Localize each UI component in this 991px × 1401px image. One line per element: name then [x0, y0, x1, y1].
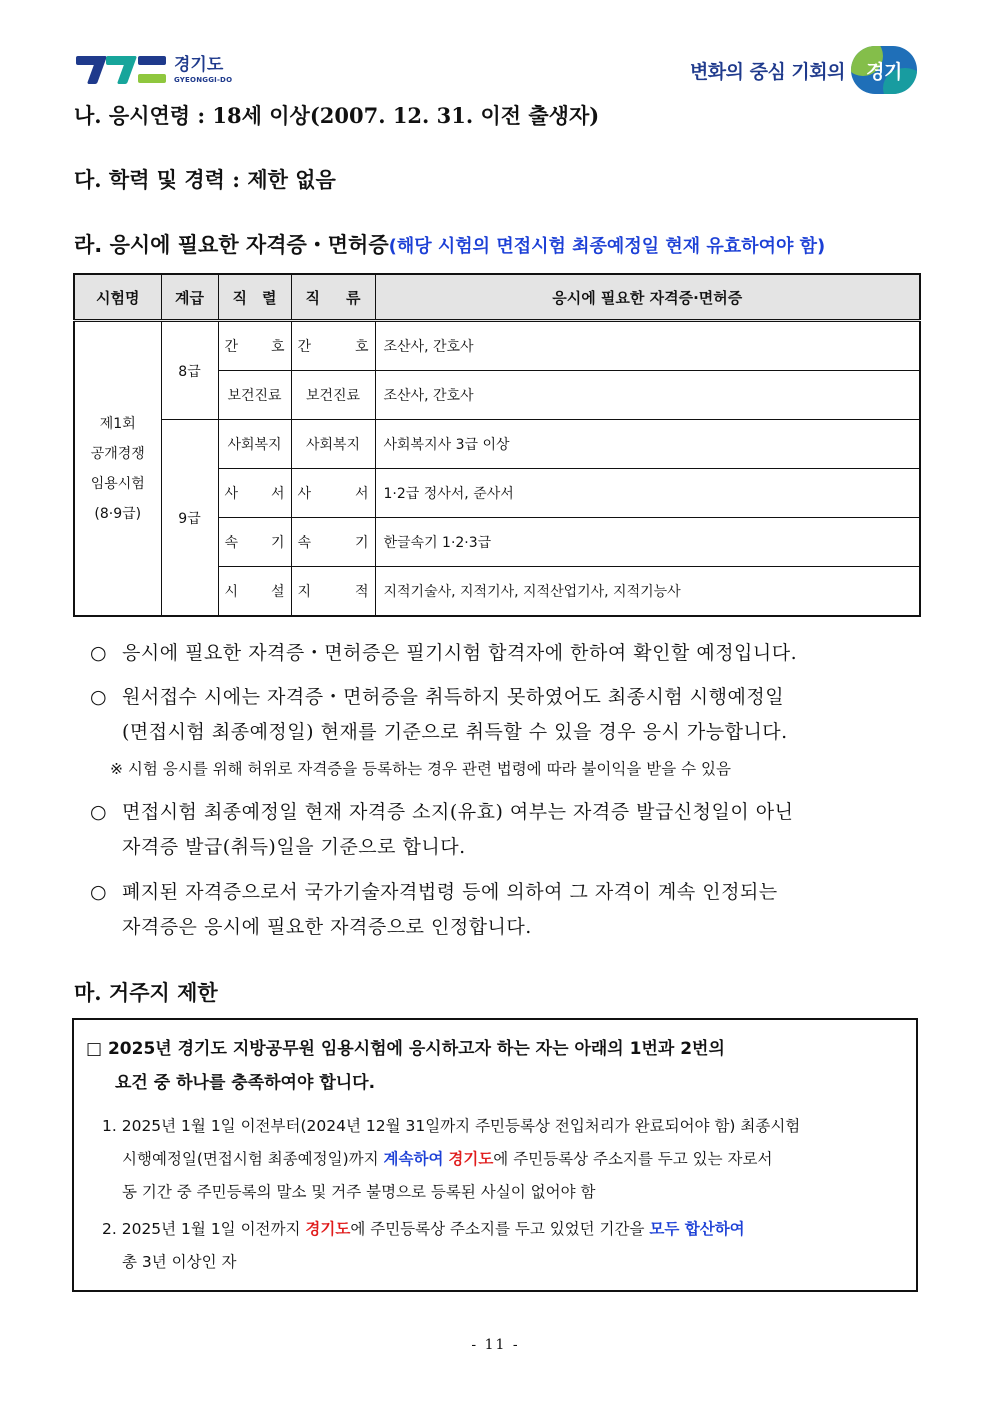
- bullet-3: ○ 면접시험 최종예정일 현재 자격증 소지(유효) 여부는 자격증 발급신청일이 아닌 자격증 발급(취득)일을 기준으로 합니다.: [90, 795, 920, 865]
- residence-box-title: □ 2025년 경기도 지방공무원 임용시험에 응시하고자 하는 자는 아래의 1번과 2번의 요건 중 하나를 충족하여야 합니다.: [86, 1039, 725, 1093]
- section-license-title: 라. 응시에 필요한 자격증・면허증: [74, 233, 389, 257]
- gyeonggi-logo-mark: [76, 52, 168, 88]
- job-cell: 속 기: [291, 518, 375, 567]
- position-cell: 사 서: [218, 469, 291, 518]
- job-cell: 간 호: [291, 321, 375, 371]
- section-residence: 마. 거주지 제한: [74, 980, 218, 1005]
- license-table: [73, 273, 921, 617]
- header-job: 직 류: [291, 274, 375, 321]
- section-license: [74, 229, 825, 259]
- bullet-4: ○ 폐지된 자격증으로서 국가기술자격법령 등에 의하여 그 자격이 계속 인정되는 자격증은 응시에 필요한 자격증으로 인정합니다.: [90, 875, 920, 945]
- residence-item-2: 2. 2025년 1월 1일 이전까지 경기도에 주민등록상 주소지를 두고 있었던 기간을 모두 합산하여 총 3년 이상인 자: [102, 1220, 745, 1271]
- section-age: 나. 응시연령 : 18세 이상(2007. 12. 31. 이전 출생자): [74, 103, 600, 128]
- logo-english-text: GYEONGGI-DO: [174, 75, 233, 84]
- job-cell: 지 적: [291, 567, 375, 617]
- slogan-text: 변화의 중심 기회의: [689, 60, 845, 83]
- header-license: 응시에 필요한 자격증·면허증: [375, 274, 920, 321]
- table-row: [74, 321, 920, 371]
- bullet-marker: ○: [90, 881, 108, 903]
- slogan-logo: [690, 46, 917, 94]
- bullet-marker: ○: [90, 801, 108, 823]
- license-cell: 1·2급 정사서, 준사서: [375, 469, 920, 518]
- exam-name-cell: 제1회 공개경쟁 임용시험 (8·9급): [74, 321, 161, 617]
- position-cell: 사회복지: [218, 420, 291, 469]
- position-cell: 시 설: [218, 567, 291, 617]
- header-position: 직 렬: [218, 274, 291, 321]
- slogan-badge-text: 경기: [866, 60, 902, 83]
- position-cell: 보건진료: [218, 371, 291, 420]
- table-header-row: [74, 274, 920, 321]
- header-grade: 계급: [161, 274, 218, 321]
- license-cell: 조산사, 간호사: [375, 371, 920, 420]
- job-cell: 보건진료: [291, 371, 375, 420]
- residence-box: [72, 1018, 918, 1292]
- position-cell: 속 기: [218, 518, 291, 567]
- logo-korean-text: 경기도: [174, 54, 224, 75]
- bullet-2: ○ 원서접수 시에는 자격증・면허증을 취득하지 못하였어도 최종시험 시행예정일 (면접시험 최종예정일) 현재를 기준으로 취득할 수 있을 경우 응시 가능합니다.: [90, 680, 920, 750]
- warning-note: ※ 시험 응시를 위해 허위로 자격증을 등록하는 경우 관련 법령에 따라 불이익을 받을 수 있음: [110, 760, 731, 778]
- license-cell: 조산사, 간호사: [375, 321, 920, 371]
- residence-item-1: 1. 2025년 1월 1일 이전부터(2024년 12월 31일까지 주민등록상 전입처리가 완료되어야 함) 최종시험 시행예정일(면접시험 최종예정일)까지 계속하여 경기도에 주민등록상 주소지를 두고 있는 자로서 동 기간 중 주민등록의 말소 및 거주 불명으로 등록된 사실이 없어야 함: [102, 1117, 801, 1201]
- grade-9-cell: 9급: [161, 420, 218, 617]
- job-cell: 사 서: [291, 469, 375, 518]
- table-row: [74, 420, 920, 469]
- section-license-note: (해당 시험의 면접시험 최종예정일 현재 유효하여야 함): [388, 236, 826, 257]
- header-exam: 시험명: [74, 274, 161, 321]
- page-number: - 11 -: [471, 1337, 520, 1353]
- license-cell: 한글속기 1·2·3급: [375, 518, 920, 567]
- bullet-marker: ○: [90, 686, 108, 708]
- position-cell: 간 호: [218, 321, 291, 371]
- bullet-marker: ○: [90, 642, 108, 664]
- license-cell: 지적기술사, 지적기사, 지적산업기사, 지적기능사: [375, 567, 920, 617]
- slogan-badge: [851, 46, 917, 94]
- bullet-1: ○ 응시에 필요한 자격증・면허증은 필기시험 합격자에 한하여 확인할 예정입니다.: [90, 636, 920, 671]
- section-education: 다. 학력 및 경력 : 제한 없음: [74, 167, 336, 192]
- gyeonggi-logo: [76, 52, 232, 88]
- job-cell: 사회복지: [291, 420, 375, 469]
- license-cell: 사회복지사 3급 이상: [375, 420, 920, 469]
- grade-8-cell: 8급: [161, 321, 218, 420]
